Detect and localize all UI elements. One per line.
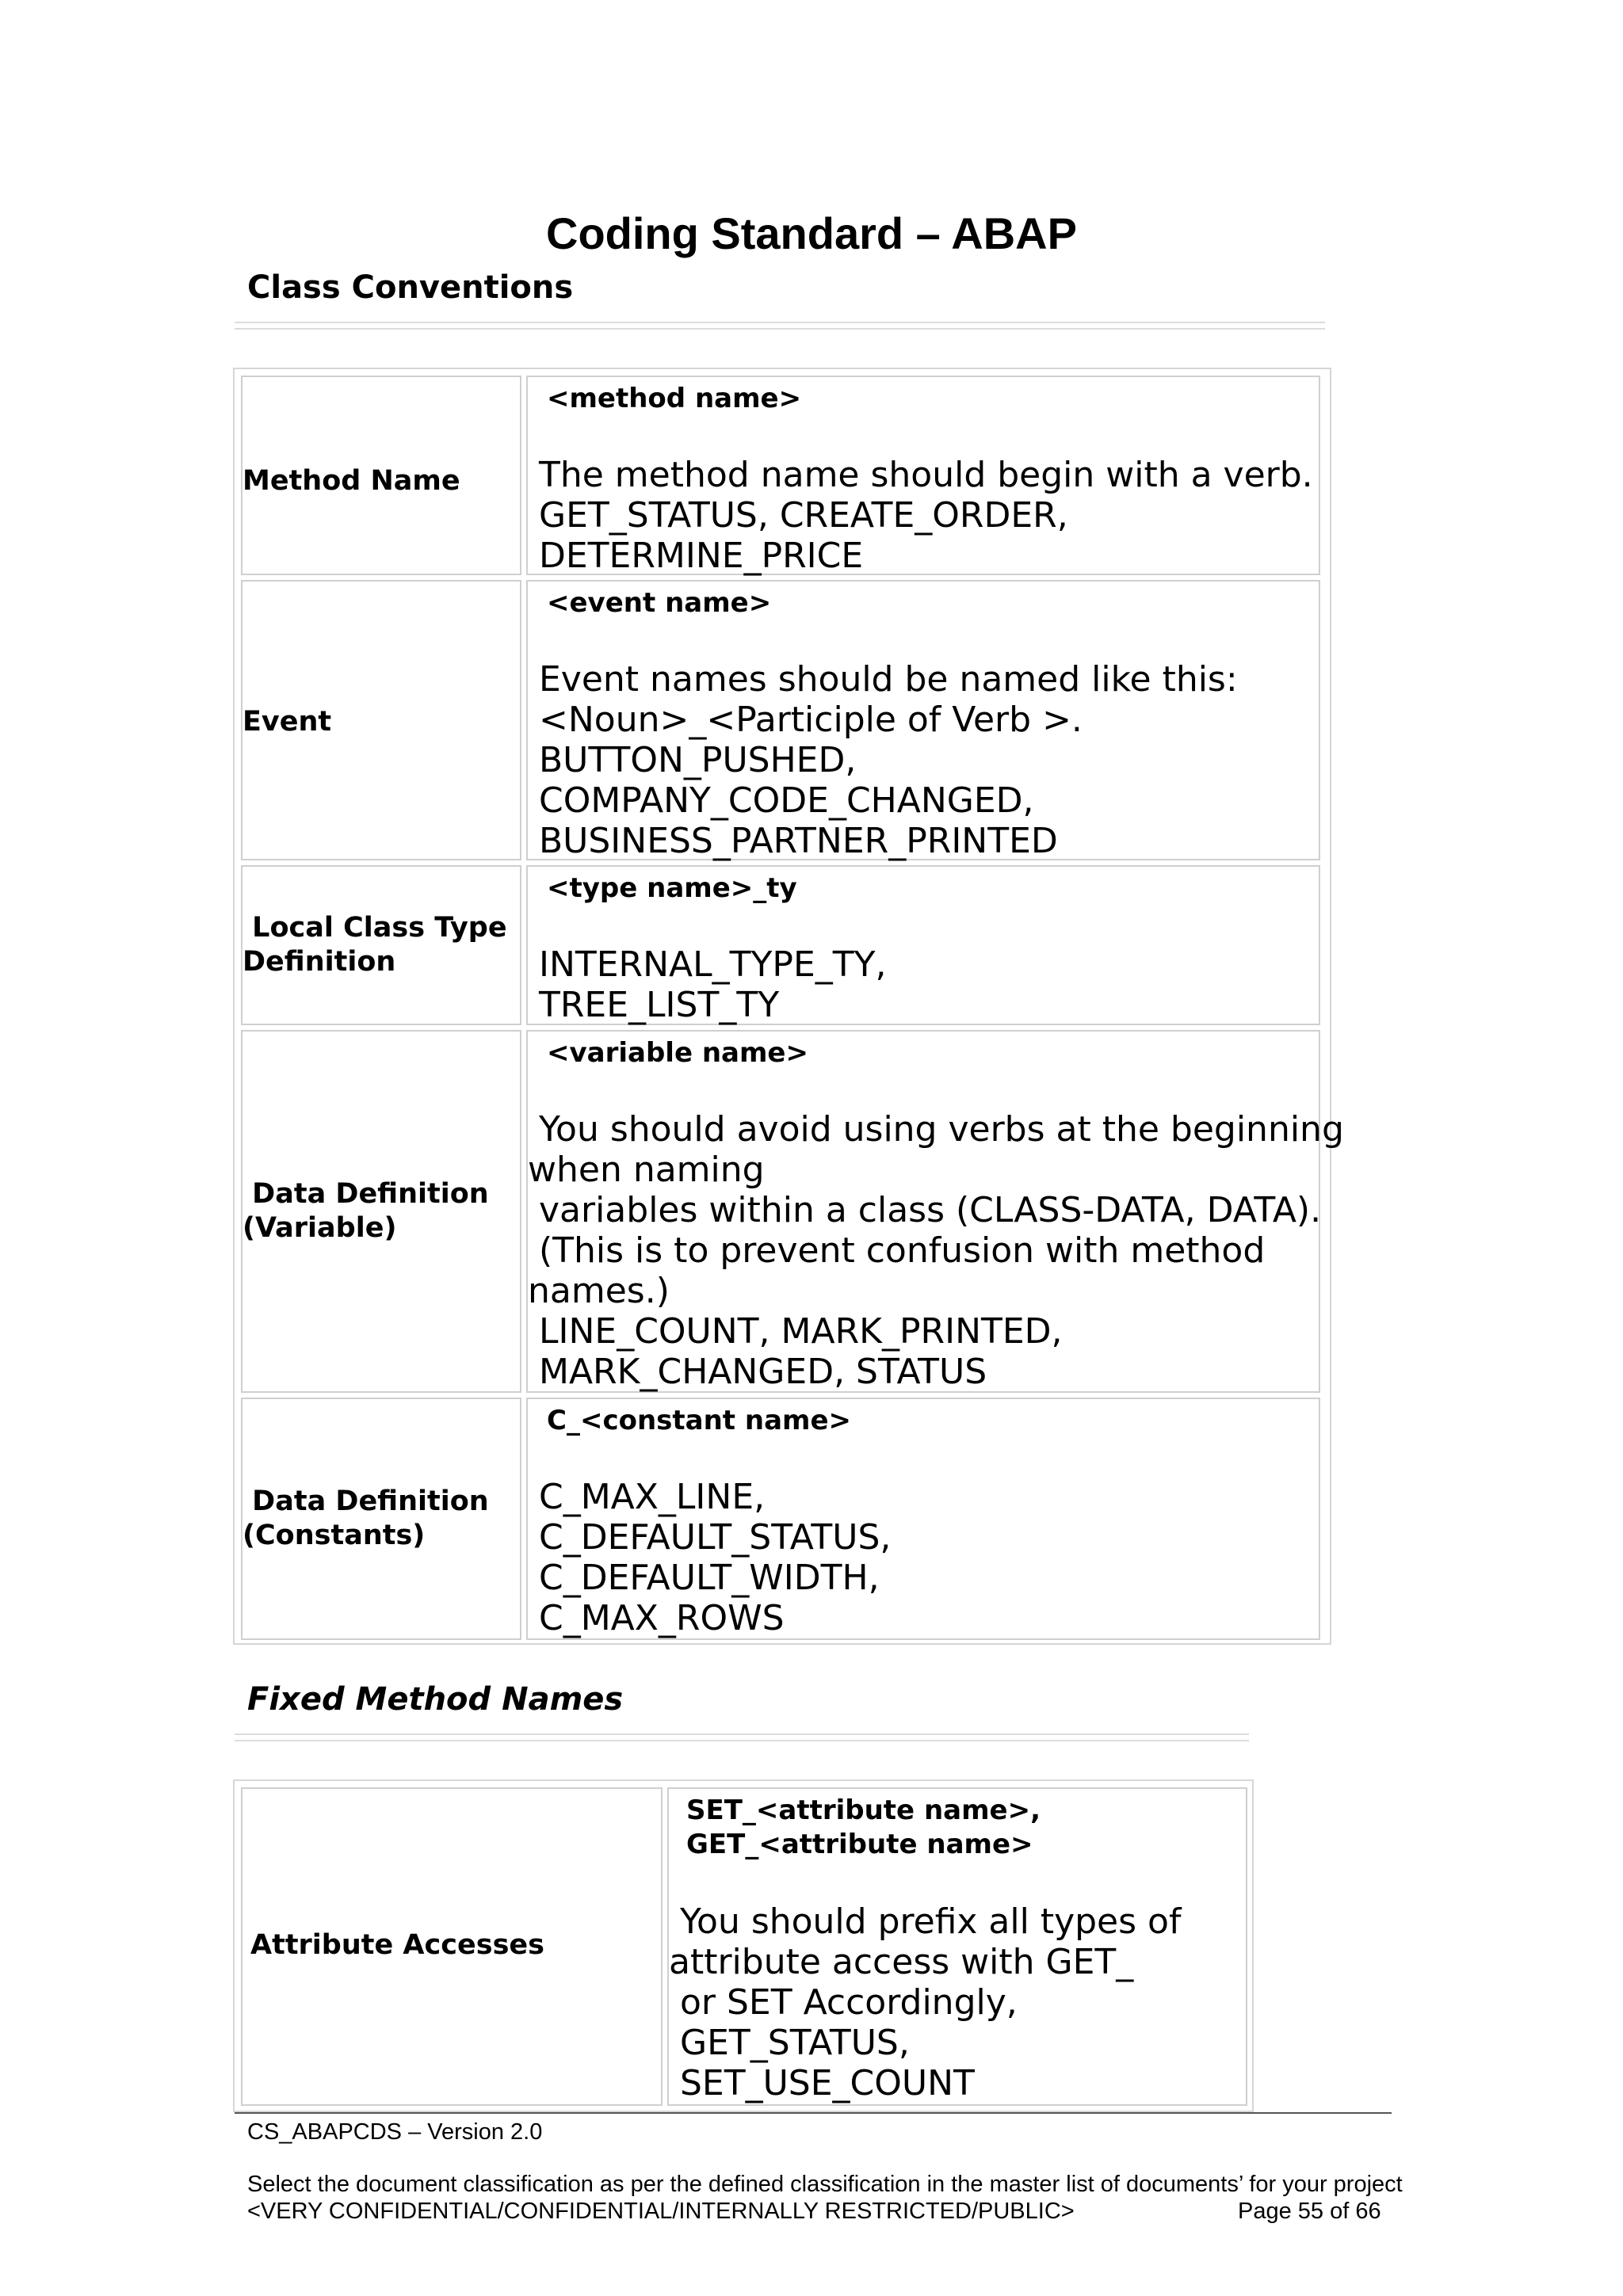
footer-page-number: Page 55 of 66 bbox=[1238, 2199, 1381, 2224]
row-label: Data Definition (Variable) bbox=[242, 1178, 489, 1244]
row-label: Data Definition (Constants) bbox=[242, 1486, 489, 1551]
fixed-method-names-table bbox=[233, 1779, 1254, 2112]
table-row-content-cell bbox=[526, 376, 1320, 575]
table-row-label-cell bbox=[241, 865, 521, 1025]
footer-version: CS_ABAPCDS – Version 2.0 bbox=[247, 2119, 543, 2145]
section-heading-class-conventions: Class Conventions bbox=[247, 269, 574, 306]
row-label: Method Name bbox=[242, 465, 460, 497]
rule-description: You should avoid using verbs at the beginning when naming variables within a class (CLASS-DATA, DATA). (This is to prevent confusion with method names.) LINE_COUNT, MARK_PRINTED, MARK_CHANGED, STATUS bbox=[528, 1109, 1344, 1392]
section-heading-fixed-method-names: Fixed Method Names bbox=[247, 1681, 624, 1718]
naming-pattern: SET_<attribute name>, GET_<attribute name> bbox=[686, 1794, 1041, 1860]
section-rule bbox=[235, 322, 1325, 330]
class-conventions-table bbox=[233, 368, 1344, 1645]
table-row-label-cell bbox=[241, 580, 521, 860]
naming-pattern: <event name> bbox=[547, 587, 772, 619]
rule-description: The method name should begin with a verb. GET_STATUS, CREATE_ORDER, DETERMINE_PRICE bbox=[538, 455, 1313, 576]
naming-pattern: <variable name> bbox=[547, 1037, 808, 1069]
section-rule bbox=[235, 1733, 1249, 1741]
table-row-content-cell bbox=[526, 1030, 1344, 1393]
naming-pattern: <type name>_ty bbox=[547, 872, 797, 904]
table-row-label-cell bbox=[241, 1398, 521, 1640]
document-title: Coding Standard – ABAP bbox=[546, 208, 1077, 258]
naming-pattern: C_<constant name> bbox=[547, 1405, 852, 1436]
footer-classification-note: Select the document classification as per the defined classification in the master list of documents’ for your project bbox=[247, 2172, 1403, 2197]
table-row-label-cell bbox=[241, 1787, 663, 2106]
rule-description: C_MAX_LINE, C_DEFAULT_STATUS, C_DEFAULT_WIDTH, C_MAX_ROWS bbox=[538, 1477, 892, 1638]
row-label: Event bbox=[242, 706, 332, 738]
table-row-content-cell bbox=[667, 1787, 1247, 2106]
row-label: Local Class Type Definition bbox=[242, 912, 507, 978]
rule-description: INTERNAL_TYPE_TY, TREE_LIST_TY bbox=[538, 944, 887, 1025]
row-label: Attribute Accesses bbox=[250, 1929, 544, 1961]
footer-classification-options: <VERY CONFIDENTIAL/CONFIDENTIAL/INTERNALLY RESTRICTED/PUBLIC> bbox=[247, 2199, 1075, 2224]
table-row-label-cell bbox=[241, 1030, 521, 1393]
rule-description: Event names should be named like this: <Noun>_<Participle of Verb >. BUTTON_PUSHED, COMPANY_CODE_CHANGED, BUSINESS_PARTNER_PRINTED bbox=[538, 659, 1238, 861]
table-row-content-cell bbox=[526, 580, 1320, 860]
table-row-content-cell bbox=[526, 865, 1320, 1025]
table-row-content-cell bbox=[526, 1398, 1320, 1640]
table-row-label-cell bbox=[241, 376, 521, 575]
naming-pattern: <method name> bbox=[547, 383, 802, 414]
footer-rule bbox=[235, 2112, 1392, 2114]
rule-description: You should prefix all types of attribute access with GET_ or SET Accordingly, GET_STATUS, SET_USE_COUNT bbox=[669, 1901, 1182, 2103]
